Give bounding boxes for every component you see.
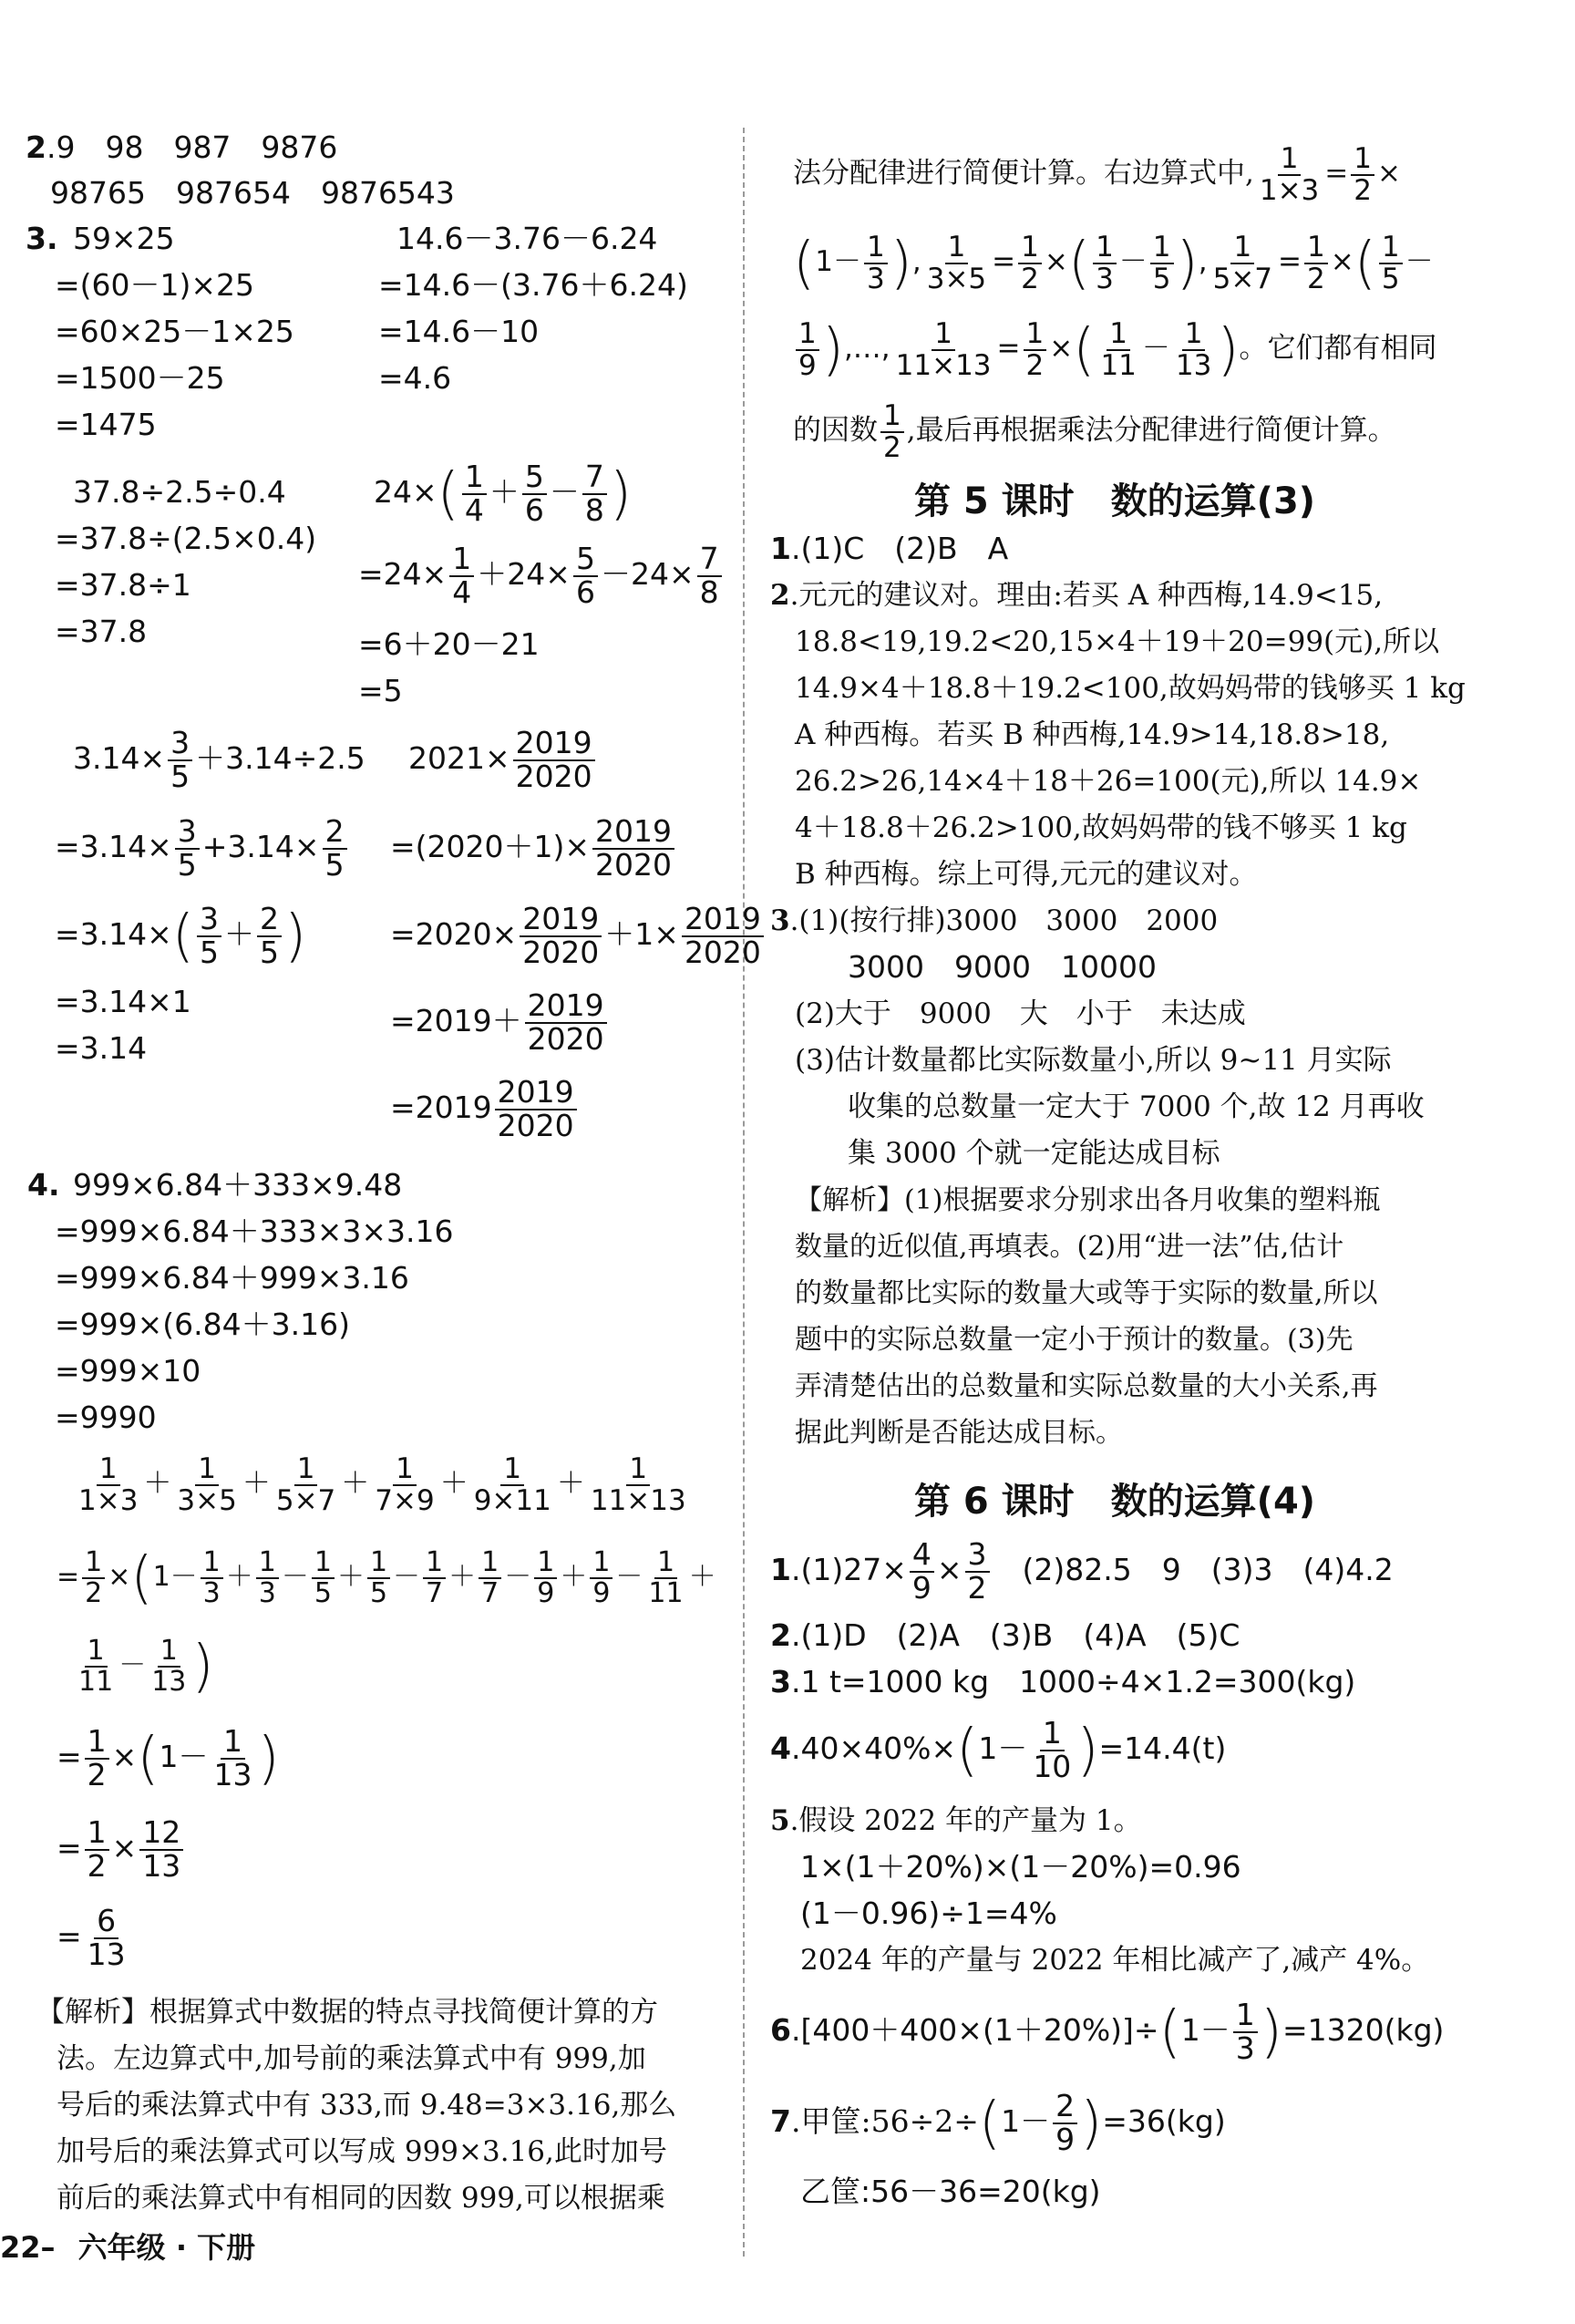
fraction: $\frac{1}{2}$ [1024,319,1047,380]
l5-analysis-6: 据此判断是否能达成目标。 [795,1417,1123,1449]
analysis-left-3: 号后的乘法算式中有 333,而 9.48=3×3.16,那么 [57,2089,677,2122]
q3f-line3: =2020× $\frac{2019}{2020}$ ＋1× $\frac{2019}{2020}$ [390,896,767,973]
fraction: $\frac{1}{3}$ [201,1548,223,1607]
fraction: $\frac{1}{13}$ [1175,316,1212,382]
lesson5-title: 第 5 课时 数的运算(3) [914,480,1316,522]
fraction: $\frac{1}{11\times 13}$ [590,1451,686,1517]
q3b-line4: =4.6 [378,360,452,396]
right-cont-line2: (1－ $\frac{1}{3}$ ), $\frac{1}{3\times 5}$ = $\frac{1}{2}$ ×( $\frac{1}{3}$ － $\frac{1}{5}$ ), $\frac{1}{5\times 7}$ = $\frac{1}{2}$ ×( $\frac{1}{5}$ － [793,229,1434,296]
fraction: $\frac{1}{4}$ [462,461,487,526]
fraction: $\frac{1}{2}$ [82,1548,105,1607]
fraction: $\frac{1}{2}$ [1351,144,1374,205]
fraction: $\frac{7}{8}$ [582,461,607,526]
fraction: $\frac{3}{5}$ [168,728,192,792]
l6-q5-line2: 1×(1＋20%)×(1－20%)=0.96 [800,1849,1241,1885]
l5-q3-line1: 3.(1)(按行排)3000 3000 2000 [770,904,1219,937]
l6-q1: 1.(1)27× $\frac{4}{9}$ × $\frac{3}{2}$ (2)82.5 9 (3)3 (4)4.2 [770,1535,1394,1606]
q3d-line4: =5 [358,673,403,708]
q3f-line4: =2019＋ $\frac{2019}{2020}$ [390,983,610,1059]
fraction: $\frac{2019}{2020}$ [520,904,602,968]
fraction: $\frac{1}{11}$ [1100,316,1137,382]
q4-sum-line: $\frac{1}{1\times 3}$ ＋ $\frac{1}{3\times 5}$ ＋ $\frac{1}{5\times 7}$ ＋ $\frac{1}{7\times 9}$ ＋ $\frac{1}{9\times 11}$ ＋ $\frac{1}{11\times 13}$ [73,1445,692,1522]
fraction: $\frac{1}{5}$ [312,1548,335,1607]
l6-q5-line1: 5.假设 2022 年的产量为 1。 [770,1804,1142,1837]
q3-number: 3. [26,221,58,256]
right-cont-line1: 法分配律进行简便计算。右边算式中, $\frac{1}{1\times 3}$ = $\frac{1}{2}$ × [793,141,1401,207]
fraction: $\frac{1}{4}$ [449,543,474,608]
q3c-line1: 37.8÷2.5÷0.4 [73,474,286,510]
l5-q3-line6: 集 3000 个就一定能达成目标 [848,1137,1220,1170]
column-divider [743,128,745,2257]
fraction: $\frac{5}{6}$ [573,543,598,608]
fraction: $\frac{5}{6}$ [522,461,547,526]
fraction: $\frac{7}{8}$ [697,543,722,608]
q3f-line1: 2021× $\frac{2019}{2020}$ [408,720,598,797]
q3c-line4: =37.8 [55,614,148,649]
q3c-line2: =37.8÷(2.5×0.4) [55,521,317,556]
fraction: $\frac{3}{5}$ [175,816,200,881]
q3a-line4: =1500－25 [55,360,225,396]
l6-q7-line2: 乙筐:56－36=20(kg) [800,2174,1101,2209]
q3c-line3: =37.8÷1 [55,567,191,603]
q3e-line2: =3.14× $\frac{3}{5}$ +3.14× $\frac{2}{5}$ [55,809,350,885]
fraction: $\frac{1}{3}$ [1093,232,1117,294]
fraction: $\frac{1}{1\times 3}$ [1259,141,1320,207]
q3b-line2: =14.6－(3.76＋6.24) [378,267,688,303]
l5-q3-line5: 收集的总数量一定大于 7000 个,故 12 月再收 [848,1090,1425,1123]
l5-q2-line1: 2.元元的建议对。理由:若买 A 种西梅,14.9<15, [770,579,1384,612]
l6-q3: 3.1 t=1000 kg 1000÷4×1.2=300(kg) [770,1664,1356,1699]
fraction: $\frac{1}{13}$ [151,1635,187,1698]
fraction: $\frac{2019}{2020}$ [592,816,674,881]
l5-analysis-4: 题中的实际总数量一定小于预计的数量。(3)先 [795,1324,1354,1356]
q4-expand-line: = $\frac{1}{2}$ ×(1－ $\frac{1}{3}$ ＋ $\frac{1}{3}$ － $\frac{1}{5}$ ＋ $\frac{1}{5}$ － $\frac{1}{7}$ ＋ $\frac{1}{7}$ － $\frac{1}{9}$ ＋ $\frac{1}{9}$ － $\frac{1}{11}$ ＋ [57,1544,716,1611]
fraction: $\frac{3}{2}$ [965,1539,990,1604]
l6-q2: 2.(1)D (2)A (3)B (4)A (5)C [770,1617,1240,1653]
fraction: $\frac{3}{5}$ [197,904,221,968]
analysis-left-1: 【解析】根据算式中数据的特点寻找简便计算的方 [36,1996,658,2029]
fraction: $\frac{1}{3}$ [1233,1999,1258,2064]
q3d-line3: =6＋20－21 [358,626,540,662]
fraction: $\frac{1}{9}$ [590,1548,612,1607]
fraction: $\frac{1}{9\times 11}$ [473,1451,551,1517]
fraction: $\frac{1}{5\times 7}$ [1212,230,1273,295]
fraction: $\frac{1}{11}$ [648,1546,684,1609]
l5-q3-line3: (2)大于 9000 大 小于 未达成 [795,997,1246,1030]
l5-q2-line3: 14.9×4＋18.8＋19.2<100,故妈妈带的钱够买 1 kg [795,672,1466,705]
fraction: $\frac{12}{13}$ [139,1817,183,1882]
fraction: $\frac{2019}{2020}$ [525,990,607,1055]
q3b-line3: =14.6－10 [378,314,540,349]
q3d-line2: =24× $\frac{1}{4}$ ＋24× $\frac{5}{6}$ －24× $\frac{7}{8}$ [358,538,725,611]
fraction: $\frac{2019}{2020}$ [495,1077,577,1141]
fraction: $\frac{1}{3\times 5}$ [926,230,987,295]
l5-analysis-2: 数量的近似值,再填表。(2)用“进一法”估,估计 [795,1231,1344,1263]
fraction: $\frac{1}{2}$ [85,1817,109,1882]
l5-q2-line7: B 种西梅。综上可得,元元的建议对。 [795,858,1258,891]
l5-analysis-1: 【解析】(1)根据要求分别求出各月收集的塑料瓶 [795,1184,1381,1216]
analysis-left-4: 加号后的乘法算式可以写成 999×3.16,此时加号 [57,2135,667,2168]
fraction: $\frac{1}{11\times 13}$ [895,316,992,382]
q2-line1 [26,128,337,168]
fraction: $\frac{1}{2}$ [1018,232,1042,294]
q3d-line1: 24×( $\frac{1}{4}$ ＋ $\frac{5}{6}$ － $\frac{7}{8}$ ) [374,458,633,528]
l6-q5-line4: 2024 年的产量与 2022 年相比减产了,减产 4%。 [800,1944,1430,1977]
l5-q3-line4: (3)估计数量都比实际数量小,所以 9~11 月实际 [795,1044,1392,1077]
q4-line3: =999×6.84＋999×3.16 [55,1260,409,1296]
fraction: $\frac{1}{10}$ [1033,1714,1072,1784]
q4-line6: =9990 [55,1400,157,1435]
fraction: $\frac{1}{7}$ [423,1548,446,1607]
fraction: $\frac{2019}{2020}$ [513,728,595,792]
fraction: $\frac{4}{9}$ [910,1539,934,1604]
fraction: $\frac{1}{3}$ [864,232,888,294]
q3a-line2: =(60－1)×25 [55,267,255,303]
lesson6-title: 第 6 课时 数的运算(4) [914,1481,1316,1523]
q4-line4: =999×(6.84＋3.16) [55,1307,350,1342]
q4-expand-line2: $\frac{1}{11}$ － $\frac{1}{13}$ ) [73,1627,214,1704]
l5-q2-line6: 4＋18.8＋26.2>100,故妈妈带的钱不够买 1 kg [795,811,1407,844]
l6-q6: 6.[400＋400×(1＋20%)]÷(1－ $\frac{1}{3}$ )=1320(kg) [770,1996,1445,2066]
fraction: $\frac{1}{5}$ [1150,232,1174,294]
l5-q1: 1.(1)C (2)B A [770,531,1009,566]
right-cont-line3: $\frac{1}{9}$ ),…, $\frac{1}{11\times 13}$ = $\frac{1}{2}$ ×( $\frac{1}{11}$ － $\frac{1}{13}$ )。它们都有相同 [793,310,1437,387]
q3b-line1: 14.6－3.76－6.24 [396,221,658,256]
q3e-line1: 3.14× $\frac{3}{5}$ ＋3.14÷2.5 [73,724,365,794]
q2-line2: 98765 987654 9876543 [50,175,455,211]
page-footer [0,2225,255,2267]
fraction: $\frac{1}{5}$ [367,1548,390,1607]
fraction: $\frac{1}{3\times 5}$ [177,1451,237,1517]
fraction: $\frac{1}{13}$ [213,1722,252,1792]
q3f-line5: =2019 $\frac{2019}{2020}$ [390,1069,580,1146]
fraction: $\frac{1}{2}$ [880,401,904,462]
l6-q5-line3: (1－0.96)÷1=4% [800,1895,1057,1931]
l5-analysis-5: 弄清楚估出的总数量和实际总数量的大小关系,再 [795,1370,1378,1402]
fraction: $\frac{1}{1\times 3}$ [78,1451,139,1517]
q3f-line2: =(2020＋1)× $\frac{2019}{2020}$ [390,809,677,885]
fraction: $\frac{2019}{2020}$ [682,904,764,968]
fraction: $\frac{1}{5\times 7}$ [275,1451,336,1517]
q3a-line3: =60×25－1×25 [55,314,294,349]
q4-line5: =999×10 [55,1353,201,1389]
fraction: $\frac{1}{3}$ [256,1548,279,1607]
l6-q7-line1: 7.甲筐:56÷2÷(1－ $\frac{2}{9}$ )=36(kg) [770,2087,1226,2157]
fraction: $\frac{1}{2}$ [85,1726,109,1791]
fraction: $\frac{1}{11}$ [78,1635,114,1698]
q4-result3: = $\frac{6}{13}$ [57,1898,131,1975]
l5-q3-line2: 3000 9000 10000 [848,949,1157,985]
q4-result2: = $\frac{1}{2}$ × $\frac{12}{13}$ [57,1810,186,1886]
fraction: $\frac{1}{7\times 9}$ [375,1451,435,1517]
analysis-left-2: 法。左边算式中,加号前的乘法算式中有 999,加 [57,2042,646,2075]
fraction: $\frac{2}{5}$ [257,904,282,968]
right-cont-line4: 的因数 $\frac{1}{2}$ ,最后再根据乘法分配律进行简便计算。 [793,398,1396,464]
q3a-line1: 59×25 [73,221,175,256]
q4-result1: = $\frac{1}{2}$ ×(1－ $\frac{1}{13}$ ) [57,1722,280,1792]
l5-q2-line5: 26.2>26,14×4＋18＋26=100(元),所以 14.9× [795,765,1422,798]
fraction: $\frac{1}{7}$ [479,1548,501,1607]
q2-number: 2 [26,129,46,165]
q4-number: 4. [27,1167,60,1203]
l5-q2-line4: A 种西梅。若买 B 种西梅,14.9>14,18.8>18, [795,718,1390,751]
q4-line1: 999×6.84＋333×9.48 [73,1167,403,1203]
q3e-line5: =3.14 [55,1030,148,1066]
fraction: $\frac{1}{5}$ [1379,232,1403,294]
q3e-line4: =3.14×1 [55,984,191,1019]
grade-label: 六年级 · 下册 [77,2230,256,2265]
fraction: $\frac{1}{9}$ [534,1548,557,1607]
l5-q2-line2: 18.8<19,19.2<20,15×4＋19＋20=99(元),所以 [795,625,1440,658]
page-number: 22– [0,2230,56,2265]
fraction: $\frac{1}{9}$ [796,319,819,380]
l6-q4: 4.40×40%×(1－ $\frac{1}{10}$ )=14.4(t) [770,1714,1227,1784]
fraction: $\frac{2}{9}$ [1053,2091,1077,2155]
q4-line2: =999×6.84＋333×3×3.16 [55,1214,454,1249]
fraction: $\frac{2}{5}$ [323,816,347,881]
q3a-line5: =1475 [55,407,157,442]
l5-analysis-3: 的数量都比实际的数量大或等于实际的数量,所以 [795,1277,1378,1309]
fraction: $\frac{1}{2}$ [1304,232,1328,294]
q2-text1: .9 98 987 9876 [46,129,338,165]
q3e-line3: =3.14×( $\frac{3}{5}$ ＋ $\frac{2}{5}$ ) [55,900,307,970]
fraction: $\frac{6}{13}$ [87,1902,126,1972]
analysis-left-5: 前后的乘法算式中有相同的因数 999,可以根据乘 [57,2182,665,2215]
